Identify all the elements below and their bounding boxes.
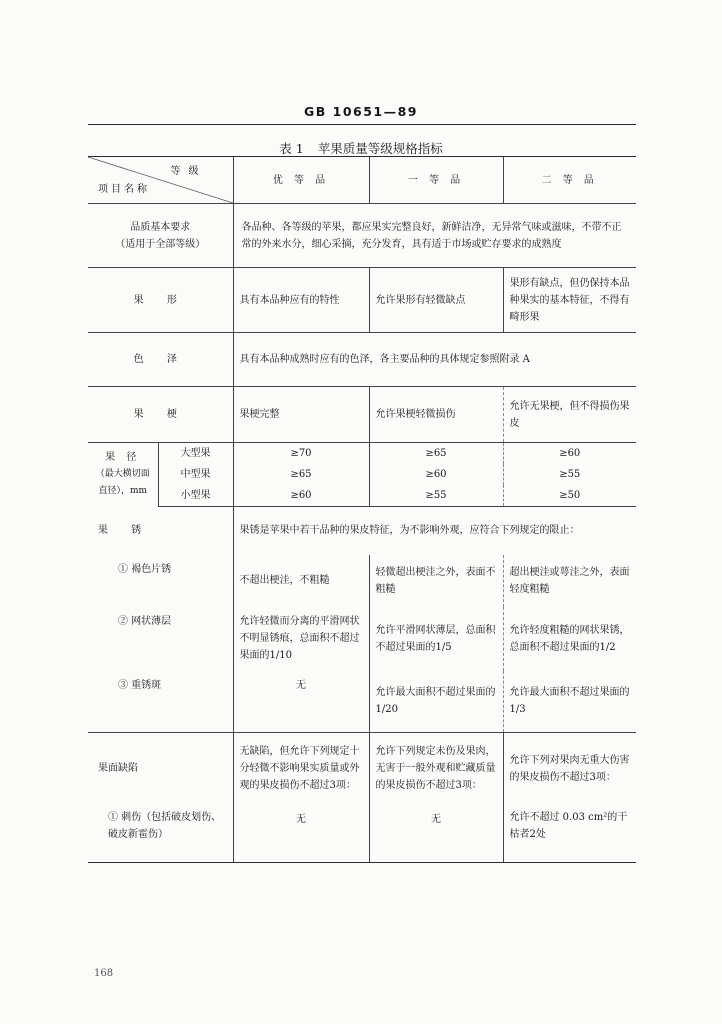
standard-number-header: GB 10651—89 <box>303 104 419 119</box>
table-title-text: 苹果质量等级规格指标 <box>317 141 443 156</box>
stalk-premium: 果梗完整 <box>233 387 369 443</box>
russet-net-premium: 允许轻微而分离的平滑网状不明显锈痕，总面积不超过果面的1/10 <box>233 607 369 671</box>
defect-stab-first: 无 <box>369 805 503 863</box>
shape-label: 果 形 <box>88 268 233 333</box>
grade-second-header: 二 等 品 <box>503 157 636 204</box>
diameter-note-1: （最大横切面 <box>95 469 150 480</box>
row-russet-brown <box>88 555 636 607</box>
grade-first-header: 一 等 品 <box>369 157 503 204</box>
russet-brown-first: 轻微超出梗洼之外，表面不粗糙 <box>369 555 503 607</box>
surface-defect-first: 允许下列规定未伤及果肉，无害于一般外观和贮藏质量的果皮损伤不超过3项： <box>369 733 503 805</box>
size-medium-label: 中型果 <box>158 464 233 485</box>
russet-text: 果锈是苹果中若干品种的果皮特征，为不影响外观，应符合下列规定的限止： <box>233 507 636 555</box>
diameter-medium-first: ≥60 <box>369 464 503 485</box>
grade-axis-label: 等级 <box>170 166 207 177</box>
russet-brown-label: ① 褐色片锈 <box>118 563 172 575</box>
stalk-first: 允许果梗轻微损伤 <box>369 387 503 443</box>
diameter-medium-second: ≥55 <box>503 464 636 485</box>
color-label: 色 泽 <box>88 333 233 387</box>
grade-premium-header: 优 等 品 <box>233 157 369 204</box>
basic-requirement-note: （适用于全部等级） <box>115 238 206 250</box>
defect-stab-second: 允许不超过 0.03 cm²的干枯者2处 <box>503 805 636 863</box>
color-text: 具有本品种成熟时应有的色泽，各主要品种的具体规定参照附录 A <box>233 333 636 387</box>
page-number: 168 <box>94 968 114 979</box>
row-diameter-medium <box>88 464 636 485</box>
basic-requirement-name: 品质基本要求 <box>130 221 191 233</box>
russet-heavy-second: 允许最大面积不超过果面的1/3 <box>503 671 636 733</box>
row-surface-defect <box>88 733 636 805</box>
diameter-small-first: ≥55 <box>369 485 503 507</box>
defect-stab-label: ① 刺伤（包括破皮划伤、破皮新雹伤） <box>88 805 233 863</box>
russet-heavy-premium: 无 <box>233 671 369 733</box>
russet-brown-premium: 不超出梗洼，不粗糙 <box>233 555 369 607</box>
basic-requirement-text: 各品种、各等级的苹果，都应果实完整良好，新鲜洁净，无异常气味或滋味，不带不正常的外来水分，细心采摘，充分发育，具有适于市场或贮存要求的成熟度 <box>233 204 636 268</box>
size-large-label: 大型果 <box>158 443 233 465</box>
row-defect-stab <box>88 805 636 863</box>
basic-requirement-label <box>88 204 233 268</box>
row-stalk <box>88 387 636 443</box>
header-rule <box>88 124 636 125</box>
russet-heavy-label: ③ 重锈斑 <box>88 671 233 733</box>
item-axis-label: 项目名称 <box>98 184 150 195</box>
row-diameter-large <box>88 443 636 465</box>
diameter-large-premium: ≥70 <box>233 443 369 465</box>
surface-defect-premium: 无缺陷，但允许下列规定十分轻微不影响果实质量或外观的果皮损伤不超过3项： <box>233 733 369 805</box>
row-basic-requirement <box>88 204 636 268</box>
surface-defect-label: 果面缺陷 <box>98 763 138 775</box>
russet-brown-second: 超出梗洼或萼洼之外，表面轻度粗糙 <box>503 555 636 607</box>
size-small-label: 小型果 <box>158 485 233 507</box>
row-russet-net <box>88 607 636 671</box>
russet-net-label: ② 网状薄层 <box>118 615 172 627</box>
row-diameter-small <box>88 485 636 507</box>
row-color <box>88 333 636 387</box>
russet-net-first: 允许平滑网状薄层，总面积不超过果面的1/5 <box>369 607 503 671</box>
diameter-large-first: ≥65 <box>369 443 503 465</box>
defect-stab-premium: 无 <box>233 805 369 863</box>
shape-second: 果形有缺点，但仍保持本品种果实的基本特征，不得有畸形果 <box>503 268 636 333</box>
diameter-medium-premium: ≥65 <box>233 464 369 485</box>
table-number: 表 1 <box>279 141 304 156</box>
diagonal-header-cell <box>88 157 233 204</box>
row-shape <box>88 268 636 333</box>
row-russet-heavy <box>88 671 636 733</box>
surface-defect-second: 允许下列对果肉无重大伤害的果皮损伤不超过3项： <box>503 733 636 805</box>
diameter-small-second: ≥50 <box>503 485 636 507</box>
diameter-label <box>88 443 158 507</box>
stalk-label: 果 梗 <box>88 387 233 443</box>
diameter-large-second: ≥60 <box>503 443 636 465</box>
stalk-second: 允许无果梗，但不得损伤果皮 <box>503 387 636 443</box>
diameter-name: 果 径 <box>105 452 141 464</box>
russet-label: 果 锈 <box>98 525 152 537</box>
table-head-row <box>88 157 636 204</box>
row-russet <box>88 507 636 555</box>
diameter-note-2: 直径），mm <box>98 486 148 497</box>
table-title <box>0 139 722 157</box>
apple-quality-grade-table <box>88 156 636 863</box>
russet-net-second: 允许轻度粗糙的网状果锈，总面积不超过果面的1/2 <box>503 607 636 671</box>
shape-premium: 具有本品种应有的特性 <box>233 268 369 333</box>
shape-first: 允许果形有轻微缺点 <box>369 268 503 333</box>
diameter-small-premium: ≥60 <box>233 485 369 507</box>
russet-heavy-first: 允许最大面积不超过果面的1/20 <box>369 671 503 733</box>
